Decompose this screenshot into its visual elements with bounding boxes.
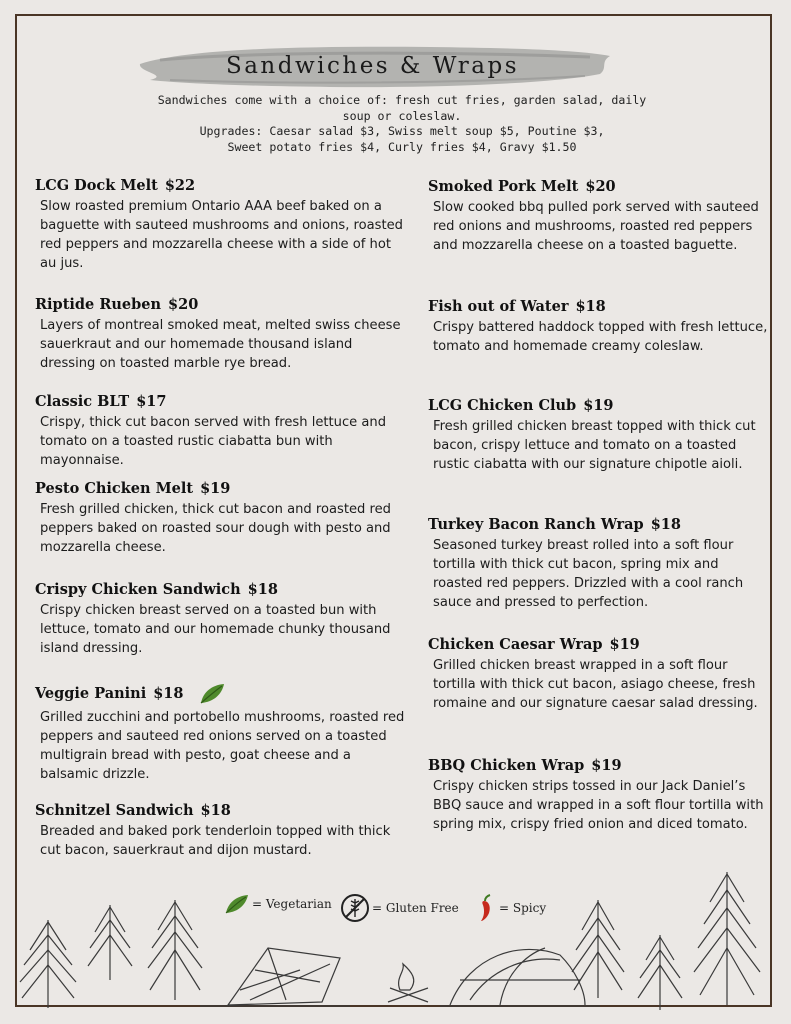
intro-line: Sandwiches come with a choice of: fresh cut fries, garden salad, daily [157, 93, 647, 107]
item-description: Crispy chicken strips tossed in our Jack Daniel’s BBQ sauce and wrapped in a soft flour tortilla with spring mix, crispy fried onion and diced tomato. [433, 779, 764, 832]
intro-line: Upgrades: Caesar salad $3, Swiss melt soup $5, Poutine $3, [199, 124, 605, 138]
item-price: $19 [609, 636, 640, 653]
item-name: Crispy Chicken Sandwich [35, 581, 241, 598]
dome-tent-icon [440, 948, 600, 1006]
item-description: Grilled chicken breast wrapped in a soft flour tortilla with thick cut bacon, asiago cheese, fresh romaine and our signature caesar salad dressing. [433, 658, 758, 711]
item-description: Crispy battered haddock topped with fresh lettuce, tomato and homemade creamy coleslaw. [433, 320, 768, 354]
item-price: $20 [585, 178, 616, 195]
item-price: $19 [583, 397, 614, 414]
item-name: LCG Chicken Club [428, 397, 577, 414]
legend-label: = Vegetarian [252, 897, 332, 911]
item-name: Schnitzel Sandwich [35, 802, 194, 819]
item-description: Slow roasted premium Ontario AAA beef baked on a baguette with sauteed mushrooms and onions, roasted red peppers and mozzarella cheese with a side of hot au jus. [40, 199, 403, 271]
item-price: $18 [153, 685, 184, 702]
item-price: $22 [164, 177, 196, 194]
item-name: Fish out of Water [428, 298, 569, 315]
menu-item-lcg-dock-melt [35, 177, 405, 273]
item-price: $18 [575, 298, 606, 315]
item-name: Riptide Rueben [35, 296, 162, 313]
item-description: Fresh grilled chicken breast topped with thick cut bacon, crispy lettuce and tomato on a toasted rustic ciabatta with our signature chipotle aioli. [433, 419, 756, 472]
title-banner [130, 42, 615, 92]
item-name: LCG Dock Melt [35, 177, 158, 194]
item-name: Classic BLT [35, 393, 130, 410]
menu-item-riptide-rueben [35, 296, 405, 373]
item-description: Crispy, thick cut bacon served with fresh lettuce and tomato on a toasted rustic ciabatta bun with mayonnaise. [40, 415, 387, 468]
item-description: Slow cooked bbq pulled pork served with sauteed red onions and mushrooms, roasted red peppers and mozzarella cheese on a toasted baguette. [433, 200, 759, 253]
menu-item-chicken-caesar-wrap [428, 636, 768, 713]
pine-tree-icon [20, 920, 76, 1008]
item-name: Turkey Bacon Ranch Wrap [428, 516, 644, 533]
page-title: Sandwiches & Wraps [225, 53, 520, 79]
item-name: Pesto Chicken Melt [35, 480, 194, 497]
item-price: $18 [650, 516, 681, 533]
item-name: BBQ Chicken Wrap [428, 757, 585, 774]
intro-line: soup or coleslaw. [342, 108, 462, 123]
item-price: $17 [136, 393, 167, 410]
menu-item-smoked-pork-melt [428, 178, 768, 255]
menu-item-bbq-chicken-wrap [428, 757, 768, 834]
item-name: Veggie Panini [35, 685, 147, 702]
pine-tree-icon [694, 872, 760, 1005]
intro-text [100, 93, 704, 155]
forest-camp-illustration [0, 860, 791, 1024]
menu-item-schnitzel-sandwich [35, 802, 405, 860]
item-description: Crispy chicken breast served on a toasted bun with lettuce, tomato and our homemade chunky thousand island dressing. [40, 603, 391, 656]
pine-tree-icon [148, 900, 202, 1000]
item-description: Grilled zucchini and portobello mushrooms, roasted red peppers and sauteed red onions served on a toasted multigrain bread with pesto, goat cheese and a balsamic drizzle. [40, 710, 405, 782]
item-price: $19 [591, 757, 622, 774]
menu-item-pesto-chicken-melt [35, 480, 405, 557]
legend-label: = Gluten Free [372, 901, 459, 915]
campfire-icon [388, 964, 428, 1002]
menu-item-classic-blt [35, 393, 405, 470]
item-description: Fresh grilled chicken, thick cut bacon and roasted red peppers baked on roasted sour dough with pesto and mozzarella cheese. [40, 502, 391, 555]
tent-icon [200, 948, 350, 1006]
item-description: Seasoned turkey breast rolled into a soft flour tortilla with thick cut bacon, spring mix and roasted red peppers. Drizzled with a cool ranch sauce and pressed to perfection. [433, 538, 744, 610]
item-price: $18 [200, 802, 231, 819]
item-price: $19 [200, 480, 231, 497]
item-description: Breaded and baked pork tenderloin topped with thick cut bacon, sauerkraut and dijon mustard. [40, 824, 391, 858]
item-price: $18 [247, 581, 278, 598]
item-name: Chicken Caesar Wrap [428, 636, 603, 653]
menu-item-crispy-chicken-sandwich [35, 581, 405, 658]
vegetarian-leaf-icon [198, 682, 226, 706]
item-price: $20 [168, 296, 199, 313]
item-name: Smoked Pork Melt [428, 178, 579, 195]
menu-item-veggie-panini [35, 682, 405, 784]
menu-item-fish-out-of-water [428, 298, 768, 356]
legend-label: = Spicy [499, 901, 547, 915]
pine-tree-icon [638, 935, 682, 1010]
intro-line: Sweet potato fries $4, Curly fries $4, Gravy $1.50 [227, 139, 577, 154]
pine-tree-icon [88, 905, 132, 980]
menu-item-lcg-chicken-club [428, 397, 768, 474]
item-description: Layers of montreal smoked meat, melted swiss cheese sauerkraut and our homemade thousand island dressing on toasted marble rye bread. [40, 318, 401, 371]
menu-item-turkey-bacon-ranch-wrap [428, 516, 768, 612]
